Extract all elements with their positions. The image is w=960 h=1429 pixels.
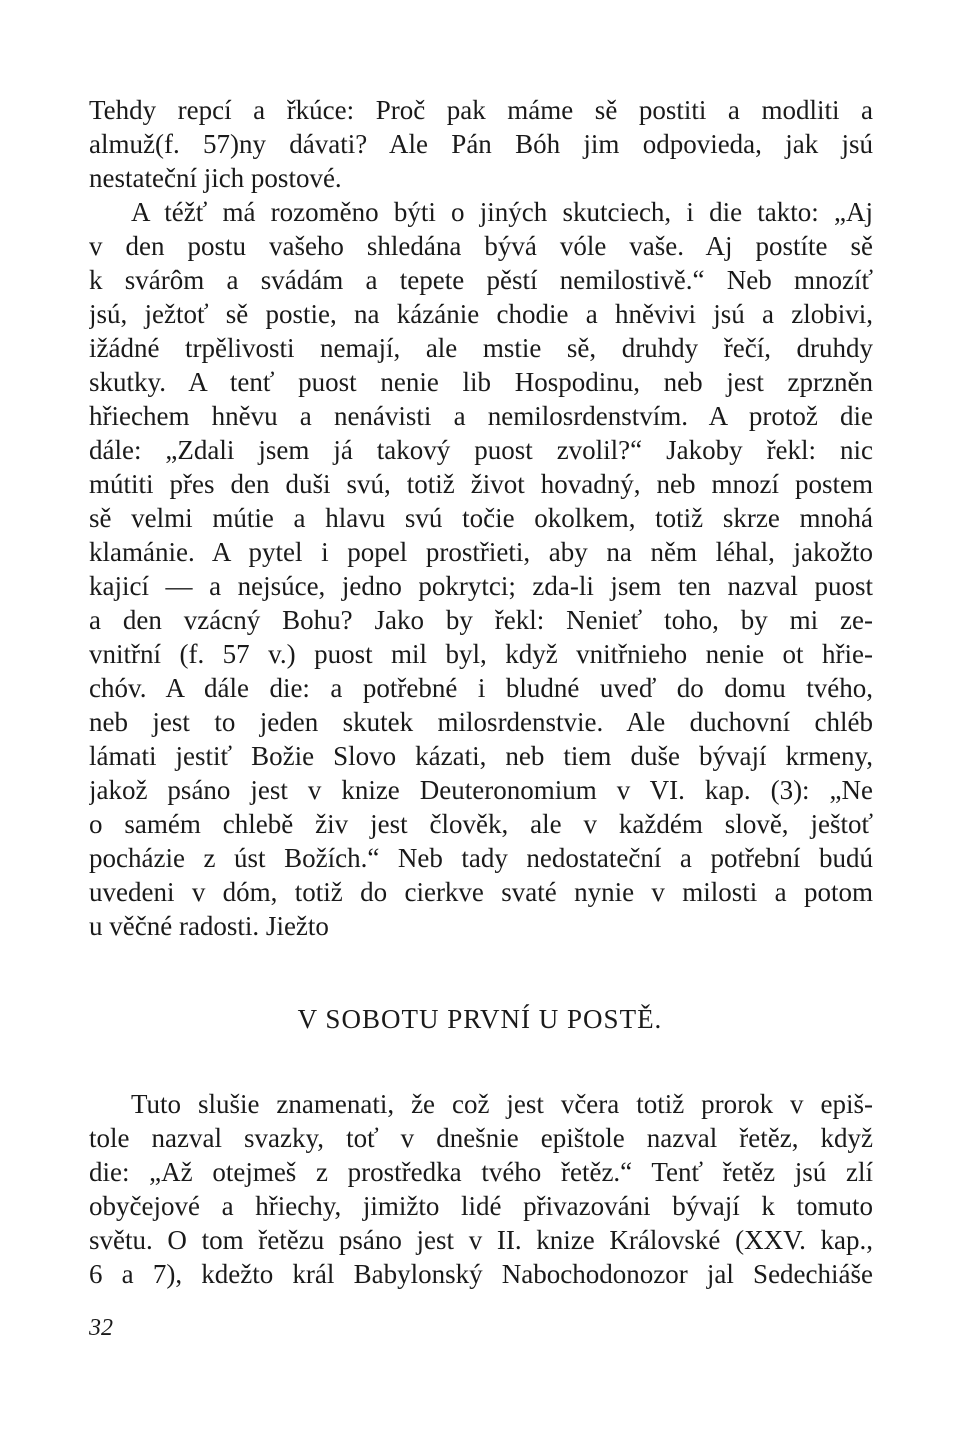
text-line: o samém chlebě živ jest člověk, ale v každém slově, ještoť: [89, 809, 873, 839]
text-line: hřiechem hněvu a nenávisti a nemilosrdenstvím. A protož die: [89, 401, 873, 431]
text-line: skutky. A tenť puost nenie lib Hospodinu, neb jest zprzněn: [89, 367, 873, 397]
text-line: k svárôm a svádám a tepete pěstí nemilostivě.“ Neb mnozíť: [89, 265, 873, 295]
text-line: neb jest to jeden skutek milosrdenstvie. Ale duchovní chléb: [89, 707, 873, 737]
text-line: die: „Až otejmeš z prostředka tvého řetěz.“ Tenť řetěz jsú zlí: [89, 1157, 873, 1187]
text-line: pocházie z úst Božích.“ Neb tady nedostateční a potřební budú: [89, 843, 873, 873]
text-line: v den postu vašeho shledána bývá vóle vaše. Aj postíte sě: [89, 231, 873, 261]
text-line: a den vzácný Bohu? Jako by řekl: Nenieť toho, by mi ze-: [89, 605, 873, 635]
text-line: sě velmi mútie a hlavu svú točie okolkem, totiž skrze mnohá: [89, 503, 873, 533]
text-line: lámati jestiť Božie Slovo kázati, neb tiem duše bývají krmeny,: [89, 741, 873, 771]
text-line: uvedeni v dóm, totiž do cierkve svaté nynie v milosti a potom: [89, 877, 873, 907]
page-number: 32: [89, 1315, 113, 1341]
text-line: mútiti přes den duši svú, totiž život hovadný, neb mnozí postem: [89, 469, 873, 499]
section-heading: V SOBOTU PRVNÍ U POSTĚ.: [297, 1004, 663, 1034]
text-line: obyčejové a hřiechy, jimižto lidé přivazováni bývají k tomuto: [89, 1191, 873, 1221]
text-line: Tuto slušie znamenati, že což jest včera totiž prorok v epiš-: [131, 1089, 873, 1119]
text-line: chóv. A dále die: a potřebné i bludné uveď do domu tvého,: [89, 673, 873, 703]
text-line: jakož psáno jest v knize Deuteronomium v VI. kap. (3): „Ne: [89, 775, 873, 805]
text-line: ižádné trpělivosti nemají, ale mstie sě, druhdy řečí, druhdy: [89, 333, 873, 363]
text-line: almuž(f. 57)ny dávati? Ale Pán Bóh jim odpovieda, jak jsú: [89, 129, 873, 159]
text-line: nestateční jich postové.: [89, 163, 342, 193]
text-line: klamánie. A pytel i popel prostřieti, aby na něm léhal, jakožto: [89, 537, 873, 567]
text-line: dále: „Zdali jsem já takový puost zvolil?“ Jakoby řekl: nic: [89, 435, 873, 465]
text-line: jsú, ježtoť sě postie, na kázánie chodie a hněvivi jsú a zlobivi,: [89, 299, 873, 329]
text-line: 6 a 7), kdežto král Babylonský Nabochodonozor jal Sedechiáše: [89, 1259, 873, 1289]
text-line: kajicí — a nejsúce, jedno pokrytci; zda-li jsem ten nazval puost: [89, 571, 873, 601]
text-line: Tehdy repcí a řkúce: Proč pak máme sě postiti a modliti a: [89, 95, 873, 125]
text-line: vnitřní (f. 57 v.) puost mil byl, když vnitřnieho nenie ot hřie-: [89, 639, 873, 669]
text-line: tole nazval svazky, toť v dnešnie epištole nazval řetěz, když: [89, 1123, 873, 1153]
text-line: A téžť má rozoměno býti o jiných skutciech, i die takto: „Aj: [131, 197, 873, 227]
text-line: světu. O tom řetězu psáno jest v II. knize Královské (XXV. kap.,: [89, 1225, 873, 1255]
text-line: u věčné radosti. Jiežto: [89, 911, 329, 941]
